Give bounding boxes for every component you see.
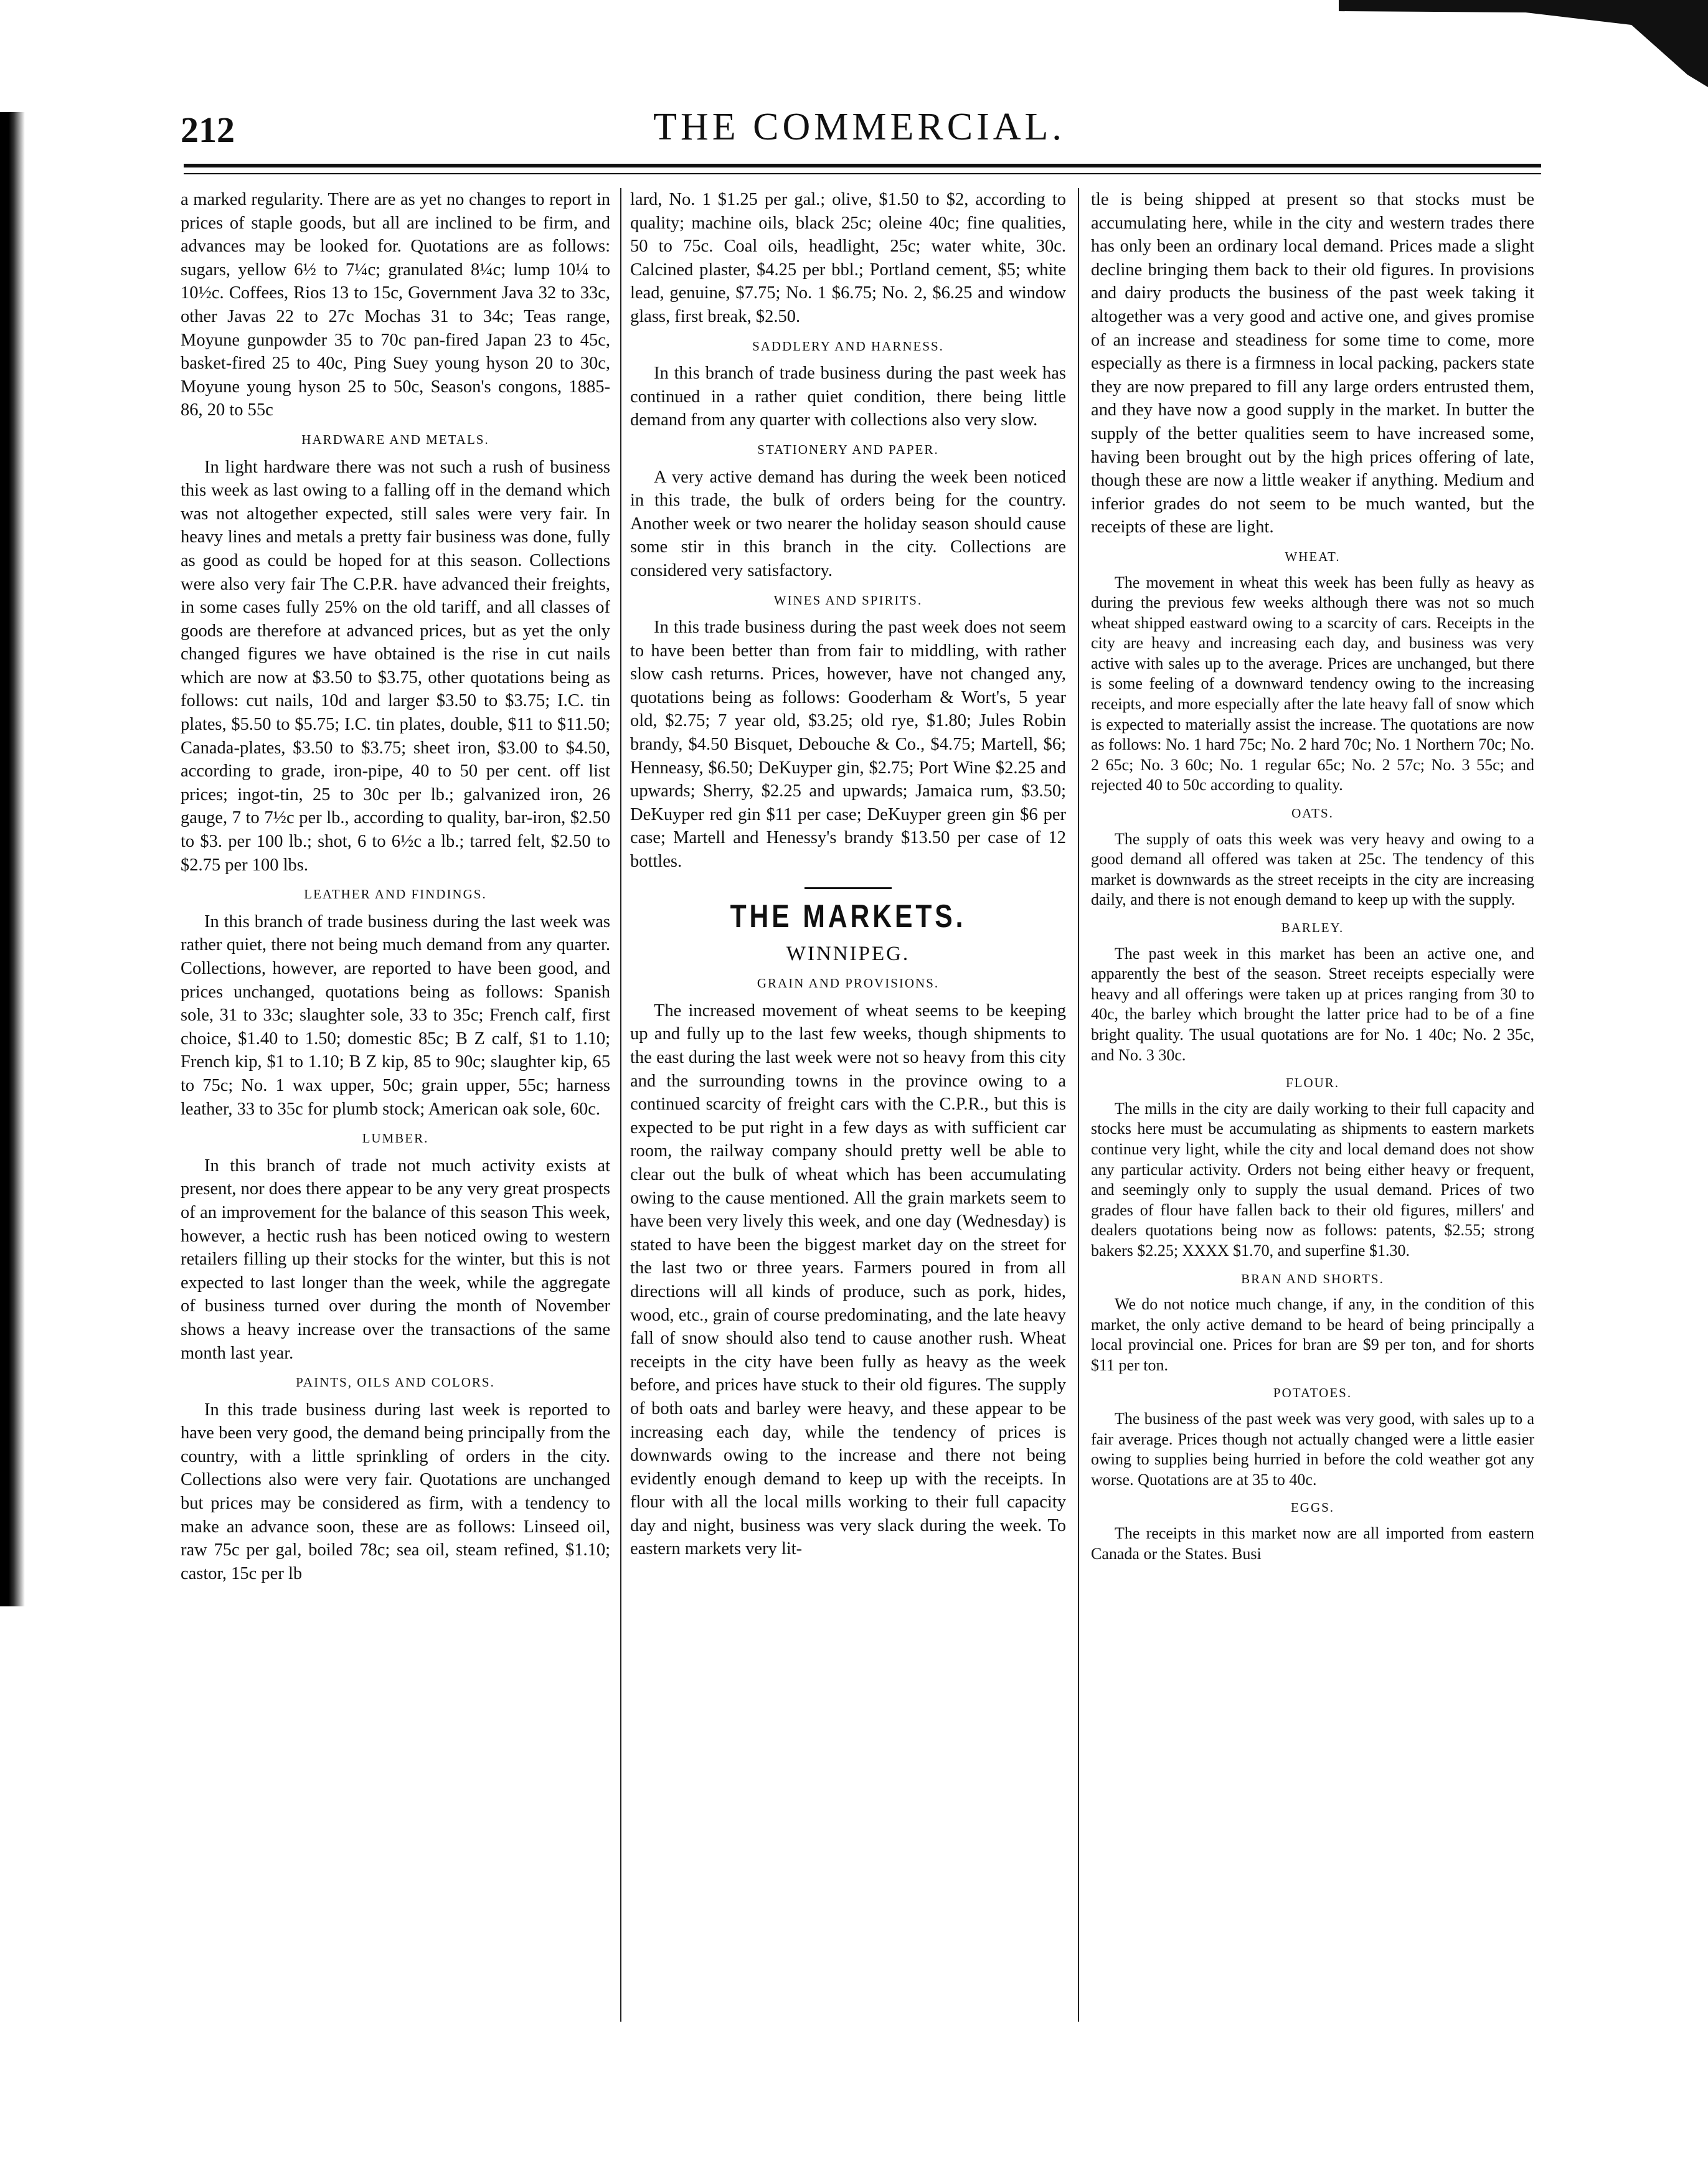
header-rule-thick (184, 164, 1541, 167)
markets-rule (804, 887, 892, 889)
scan-binding-shadow (0, 112, 25, 1606)
article-paragraph: The supply of oats this week was very heavy and owing to a good demand all offered was taken at 25c. The tendency of this market is downwards as the street receipts in the city are increasing daily, and there is not enough demand to keep up with the supply. (1091, 829, 1534, 909)
section-heading: EGGS. (1290, 1500, 1335, 1515)
article-paragraph: In this branch of trade not much activity exists at present, nor does there appear to be any very great prospects of an improvement for the balance of this season This week, however, a hectic rush has been noticed owing to western retailers filling up their stocks for the winter, but this is not expected to last longer than the week, while the aggregate of business turned over during the month of November shows a heavy increase over the transactions of the same month last year. (181, 1156, 610, 1363)
article-paragraph: The receipts in this market now are all imported from eastern Canada or the States. Busi (1091, 1524, 1534, 1563)
article-paragraph: tle is being shipped at present so that stocks must be accumulating here, while in the city and western trades there has only been an ordinary local demand. Prices made a slight decline bringing them back to their old figures. In provisions and dairy products the business of the past week taking it altogether was a very good and active one, and gives promise of an increase and steadiness for some time to come, more especially as there is a firmness in local packing, packers state they are now prepared to fill any large orders entrusted them, and they have now a good supply in the market. In butter the supply of the better qualities seem to have increased some, having been brought out by the high prices offering of late, though these are now a little weaker if anything. Medium and inferior grades do not seem to be much wanted, but the receipts of these are light. (1091, 190, 1534, 537)
section-heading: FLOUR. (1285, 1075, 1340, 1091)
page-number: 212 (181, 110, 235, 150)
article-paragraph: The increased movement of wheat seems to be keeping up and fully up to the last few weeks, though shipments to the east during the last week were not so heavy from this city and the surrounding towns in the province owing to a continued scarcity of freight cars with the C.P.R., but this is expected to be put right in a few days as with sufficient car room, the railway company should pretty well be able to clear out the bulk of wheat which has been accumulating owing to the cause mentioned. All the grain markets seem to have been very lively this week, and one day (Wednesday) is stated to have been the biggest market day on the street for the last two or three years. Farmers poured in from all directions will all kinds of produce, such as pork, hides, wood, etc., grain of course predominating, and the late heavy fall of snow should also tend to cause another rush. Wheat receipts in the city have been fully as heavy as the week before, and prices have stuck to their old figures. The supply of both oats and barley were heavy, and these appear to be increasing each day, while the tendency of prices is downwards owing to the increase and there not being evidently enough demand to keep up with the receipts. In flour with all the local mills working to their full capacity day and night, business was very slack during the week. To eastern markets very lit- (630, 1001, 1066, 1559)
article-paragraph: In this trade business during last week is reported to have been very good, the demand being principally from the country, with a little sprinkling of orders in the city. Collections also were very fair. Quotations are unchanged but prices may be considered as firm, with a tendency to make an advance soon, these are as follows: Linseed oil, raw 75c per gal, boiled 78c; sea oil, steam refined, $1.10; castor, 15c per lb (181, 1400, 610, 1583)
section-heading: WHEAT. (1285, 549, 1341, 564)
page-header (181, 103, 1538, 159)
markets-title: THE MARKETS. (730, 898, 966, 935)
article-paragraph: The business of the past week was very good, with sales up to a fair average. Prices though not actually changed were a little easier owing to supplies being hurried in before the cold weather got any worse. Quotations are at 35 to 40c. (1091, 1410, 1534, 1489)
section-heading: STATIONERY AND PAPER. (757, 441, 939, 457)
article-paragraph: The movement in wheat this week has been fully as heavy as during the previous few weeks although there was not so much wheat shipped eastward owing to a scarcity of cars. Receipts in the city are heavy and increasing each day, and business was very active with sales up to the average. Prices are unchanged, but there is some feeling of a downward tendency owing to the increasing receipts, and more especially after the late heavy fall of snow which is expected to materially assist the increase. The quotations are now as follows: No. 1 hard 75c; No. 2 hard 70c; No. 1 Northern 70c; No. 2 65c; No. 3 60c; No. 1 regular 65c; No. 2 57c; No. 3 55c; and rejected 40 to 50c according to quality. (1091, 573, 1534, 794)
column-1 (181, 188, 610, 1585)
column-3 (1091, 188, 1534, 1564)
section-heading: BARLEY. (1281, 920, 1344, 935)
column-rule-2 (1078, 188, 1079, 2022)
section-heading: OATS. (1291, 806, 1334, 821)
scan-torn-corner (1339, 0, 1708, 87)
article-paragraph: In light hardware there was not such a rush of business this week as last owing to a falling off in the demand which was not altogether expected, still sales were very fair. In heavy lines and metals a pretty fair business was done, fully as good as could be hoped for at this season. Collections were also very fair The C.P.R. have advanced their freights, in some cases fully 25% on the old tariff, and all classes of goods are therefore at advanced prices, but as yet the only changed figures we have obtained is the rise in cut nails which are now at $3.50 to $3.75, other quotations being as follows: cut nails, 10d and larger $3.50 to $3.75; I.C. tin plates, $5.50 to $5.75; I.C. tin plates, double, $11 to $11.50; Canada-plates, $3.50 to $3.75; sheet iron, $3.00 to $4.50, according to grade, iron-pipe, 40 to 50 per cent. off list prices; ingot-tin, 25 to 30c per lb.; galvanized iron, 26 gauge, 7 to 7½c per lb., according to quality, bar-iron, $2.50 to $3. per 100 lb.; shot, 6 to 6½c a lb.; tarred felt, $2.50 to $2.75 per 100 lbs. (181, 457, 610, 875)
article-paragraph: In this trade business during the past week does not seem to have been better than from fair to middling, with rather slow cash returns. Prices, however, have not changed any, quotations being as follows: Gooderham & Wort's, 5 year old, $2.75; 7 year old, $3.25; old rye, $1.80; Jules Robin brandy, $4.50 Bisquet, Debouche & Co., $4.75; Martell, $6; Henneasy, $6.50; DeKuyper gin, $2.75; Port Wine $2.25 and upwards; Sherry, $2.25 and upwards; Jamaica rum, $3.50; DeKuyper red gin $11 per case; DeKuyper green gin $6 per case; Martell and Henessy's brandy $13.50 per case of 12 bottles. (630, 618, 1066, 872)
section-heading: WINES AND SPIRITS. (773, 592, 923, 608)
article-paragraph: a marked regularity. There are as yet no changes to report in prices of staple goods, but all are inclined to be firm, and advances may be looked for. Quotations are as follows: sugars, yellow 6½ to 7¼c; granulated 8¼c; lump 10¼ to 10½c. Coffees, Rios 13 to 15c, Government Java 32 to 33c, other Javas 22 to 27c Mochas 31 to 34c; Teas range, Moyune gunpowder 35 to 70c pan-fired Japan 23 to 45c, basket-fired 25 to 40c, Ping Suey young hyson 20 to 30c, Moyune young hyson 25 to 50c, Season's congons, 1885-86, 20 to 55c (181, 190, 610, 420)
section-heading: PAINTS, OILS AND COLORS. (296, 1375, 495, 1390)
article-paragraph: We do not notice much change, if any, in the condition of this market, the only active demand to be heard of being principally a local provincial one. Prices for bran are $9 per ton, and for shorts $11 per ton. (1091, 1295, 1534, 1374)
section-heading: HARDWARE AND METALS. (301, 431, 489, 447)
column-rule-1 (620, 188, 621, 2022)
section-heading: BRAN AND SHORTS. (1241, 1271, 1384, 1286)
section-heading: GRAIN AND PROVISIONS. (757, 976, 940, 991)
article-paragraph: In this branch of trade business during the last week was rather quiet, there not being much demand from any quarter. Collections, however, are reported to have been good, and prices unchanged, quotations being as follows: Spanish sole, 31 to 33c; slaughter sole, 33 to 35c; French calf, first choice, $1.40 to 1.50; domestic 85c; B Z calf, $1 to 1.10; French kip, $1 to 1.10; B Z kip, 85 to 90c; slaughter kip, 65 to 75c; No. 1 wax upper, 50c; grain upper, 55c; harness leather, 33 to 35c for plumb stock; American oak sole, 60c. (181, 912, 610, 1119)
article-paragraph: In this branch of trade business during the past week has continued in a rather quiet condition, there being little demand from any quarter with collections also very slow. (630, 364, 1066, 430)
running-title: THE COMMERCIAL. (653, 106, 1065, 148)
section-heading: POTATOES. (1273, 1385, 1352, 1401)
city-heading: WINNIPEG. (786, 942, 910, 965)
section-heading: LEATHER AND FINDINGS. (304, 887, 487, 902)
article-paragraph: The past week in this market has been an active one, and apparently the best of the season. Street receipts especially were heavy and all offerings were taken up at prices ranging from 30 to 40c, the barley which brought the latter price had to be of a fine bright quality. The usual quotations are for No. 1 40c; No. 2 35c, and No. 3 30c. (1091, 944, 1534, 1064)
article-paragraph: The mills in the city are daily working to their full capacity and stocks here must be accumulating as shipments to eastern markets continue very light, while the city and local demand does not show any particular activity. Orders not being either heavy or frequent, and seemingly only to supply the usual demand. Prices of two grades of flour have fallen back to their old figures, millers' and dealers quotations being now as follows: patents, $2.55; strong bakers $2.25; XXXX $1.70, and superfine $1.30. (1091, 1099, 1534, 1260)
article-paragraph: lard, No. 1 $1.25 per gal.; olive, $1.50 to $2, according to quality; machine oils, black 25c; oleine 40c; fine qualities, 50 to 75c. Coal oils, headlight, 25c; water white, 30c. Calcined plaster, $4.25 per bbl.; Portland cement, $5; white lead, genuine, $7.75; No. 1 $6.75; No. 2, $6.25 and window glass, first break, $2.50. (630, 190, 1066, 326)
column-2 (630, 188, 1066, 1561)
section-heading: SADDLERY AND HARNESS. (752, 338, 944, 354)
article-paragraph: A very active demand has during the week been noticed in this trade, the bulk of orders being for the country. Another week or two nearer the holiday season should cause some stir in this branch in the city. Collections are considered very satisfactory. (630, 467, 1066, 580)
section-heading: LUMBER. (362, 1131, 429, 1146)
header-rule-thin (184, 173, 1541, 174)
